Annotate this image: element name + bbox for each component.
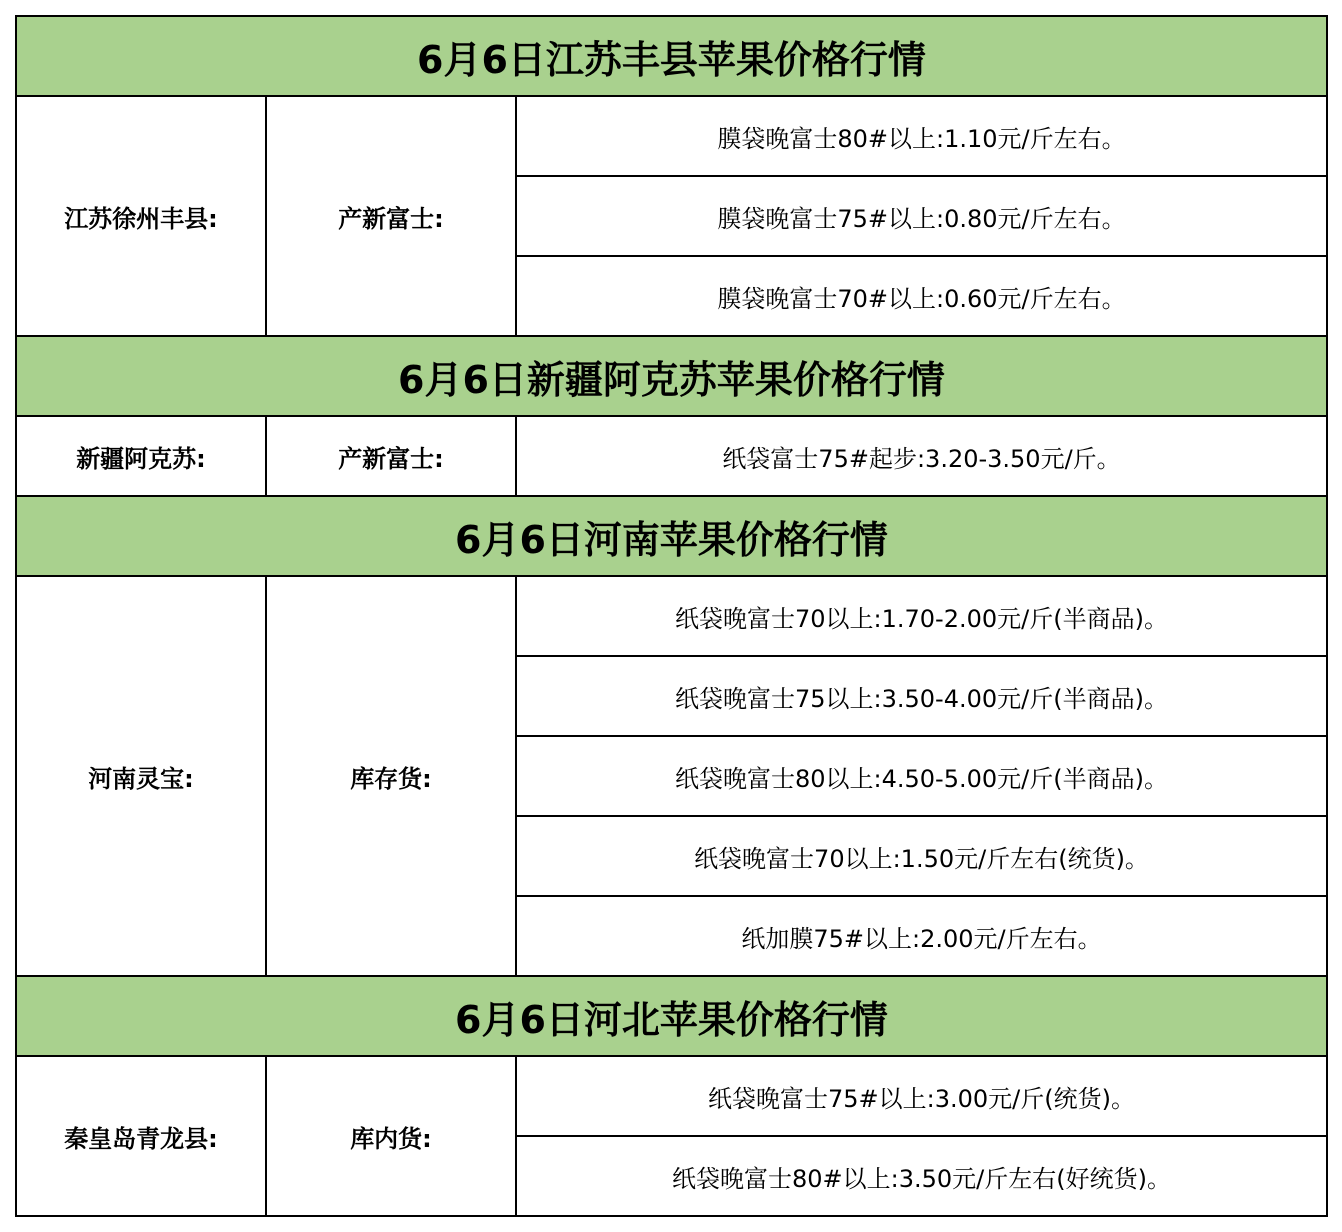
price-cell: 纸袋晚富士80以上:4.50-5.00元/斤(半商品)。 (516, 736, 1327, 816)
price-cell: 纸袋晚富士70以上:1.70-2.00元/斤(半商品)。 (516, 576, 1327, 656)
price-row (16, 416, 1327, 496)
section-header-row (16, 976, 1327, 1056)
region-cell-jiangsu: 江苏徐州丰县: (16, 96, 266, 336)
section-header-row (16, 336, 1327, 416)
price-cell: 纸袋晚富士75以上:3.50-4.00元/斤(半商品)。 (516, 656, 1327, 736)
product-type-cell-henan: 库存货: (266, 576, 516, 976)
price-cell: 纸袋晚富士80#以上:3.50元/斤左右(好统货)。 (516, 1136, 1327, 1216)
region-cell-hebei: 秦皇岛青龙县: (16, 1056, 266, 1216)
section-title-jiangsu: 6月6日江苏丰县苹果价格行情 (16, 16, 1327, 96)
product-type-cell-xinjiang: 产新富士: (266, 416, 516, 496)
region-cell-xinjiang: 新疆阿克苏: (16, 416, 266, 496)
price-cell: 膜袋晚富士70#以上:0.60元/斤左右。 (516, 256, 1327, 336)
price-row (16, 576, 1327, 656)
product-type-cell-jiangsu: 产新富士: (266, 96, 516, 336)
section-header-row (16, 496, 1327, 576)
price-row (16, 1056, 1327, 1136)
section-title-henan: 6月6日河南苹果价格行情 (16, 496, 1327, 576)
price-row (16, 96, 1327, 176)
price-cell: 纸袋晚富士70以上:1.50元/斤左右(统货)。 (516, 816, 1327, 896)
price-cell: 膜袋晚富士75#以上:0.80元/斤左右。 (516, 176, 1327, 256)
section-title-hebei: 6月6日河北苹果价格行情 (16, 976, 1327, 1056)
section-header-row (16, 16, 1327, 96)
apple-price-table (15, 15, 1328, 1217)
region-cell-henan: 河南灵宝: (16, 576, 266, 976)
price-cell: 纸袋富士75#起步:3.20-3.50元/斤。 (516, 416, 1327, 496)
price-cell: 纸袋晚富士75#以上:3.00元/斤(统货)。 (516, 1056, 1327, 1136)
price-cell: 膜袋晚富士80#以上:1.10元/斤左右。 (516, 96, 1327, 176)
product-type-cell-hebei: 库内货: (266, 1056, 516, 1216)
price-cell: 纸加膜75#以上:2.00元/斤左右。 (516, 896, 1327, 976)
section-title-xinjiang: 6月6日新疆阿克苏苹果价格行情 (16, 336, 1327, 416)
